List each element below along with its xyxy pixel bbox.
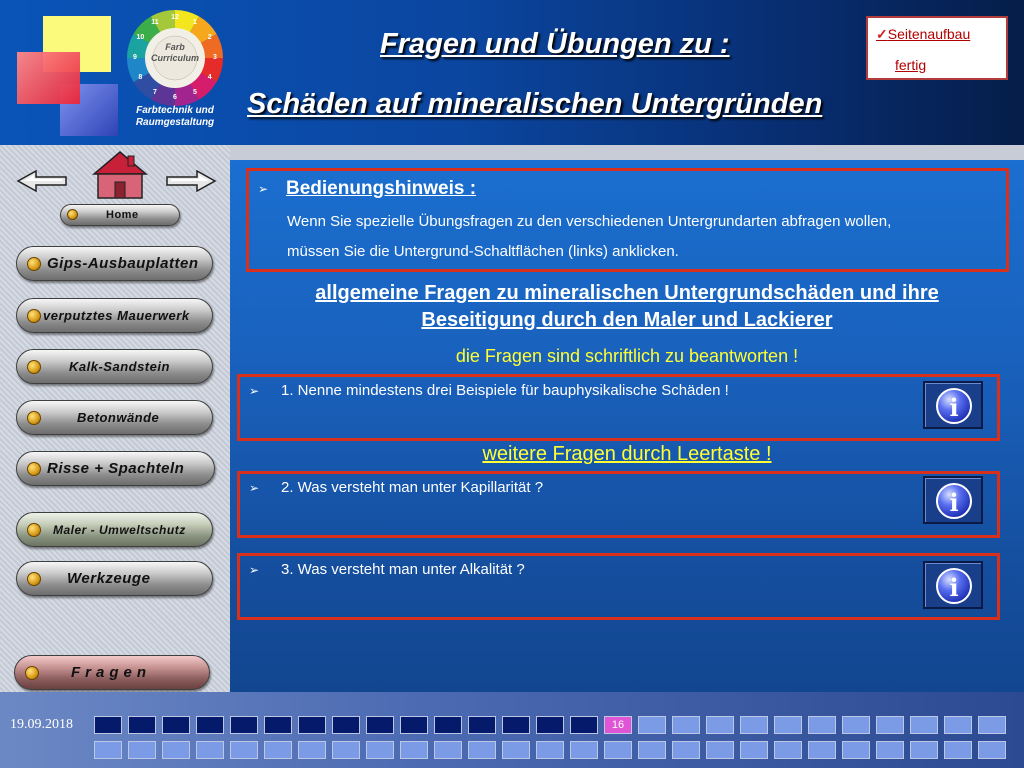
slide-thumb[interactable] [128, 716, 156, 734]
slide-thumb[interactable] [774, 741, 802, 759]
home-house-icon[interactable] [92, 150, 148, 200]
button-bullet-icon [27, 257, 41, 271]
slide-thumb[interactable] [706, 716, 734, 734]
slide-thumb[interactable] [298, 716, 326, 734]
info-icon [936, 388, 972, 424]
logo-center-text [150, 42, 200, 64]
slide-thumb[interactable] [740, 716, 768, 734]
question-bullet-icon: ➢ [249, 563, 260, 577]
slide-thumb[interactable] [978, 716, 1006, 734]
slide-thumb[interactable] [740, 741, 768, 759]
info-icon-letter: i [949, 488, 959, 517]
slide-thumb[interactable] [876, 716, 904, 734]
button-bullet-icon [27, 523, 41, 537]
slide-thumb[interactable] [672, 716, 700, 734]
question-text: 2. Was versteht man unter Kapillarität ? [281, 479, 544, 496]
section-title-line2: Beseitigung durch den Maler und Lackierer [421, 309, 833, 331]
slide-thumb[interactable] [434, 716, 462, 734]
sidebar-item-gips-ausbauplatten[interactable] [16, 246, 213, 281]
sidebar-item-betonwaende[interactable] [16, 400, 213, 435]
slide-thumb[interactable] [128, 741, 156, 759]
sidebar-item-kalk-sandstein[interactable] [16, 349, 213, 384]
home-button-label: Home [106, 209, 139, 221]
info-icon [936, 568, 972, 604]
sidebar-item-label: Betonwände [77, 410, 160, 425]
more-questions-hint: weitere Fragen durch Leertaste ! [482, 443, 772, 465]
status-link-fertig[interactable]: fertig [895, 57, 927, 73]
slide-thumb[interactable] [502, 716, 530, 734]
slide-thumb[interactable] [468, 741, 496, 759]
slide-thumb[interactable] [298, 741, 326, 759]
arrow-left-icon[interactable] [16, 170, 68, 192]
slide-thumb[interactable] [502, 741, 530, 759]
logo-center-line2: Curriculum [150, 53, 199, 63]
section-title-line1: allgemeine Fragen zu mineralischen Untergrundschäden und ihre [315, 282, 939, 304]
info-icon [936, 483, 972, 519]
logo-clock-number: 6 [173, 94, 177, 101]
logo-clock-number: 2 [207, 34, 212, 41]
slide-thumb[interactable] [366, 741, 394, 759]
button-bullet-icon [67, 209, 78, 220]
sidebar-item-label: Werkzeuge [67, 570, 151, 587]
slide-thumb-current[interactable]: 16 [604, 716, 632, 734]
slide-thumb[interactable] [332, 716, 360, 734]
slide-thumb[interactable] [604, 741, 632, 759]
hint-bullet-icon: ➢ [258, 182, 269, 196]
decor-square-red [17, 52, 80, 104]
slide-thumb[interactable] [808, 716, 836, 734]
slide-thumb[interactable] [706, 741, 734, 759]
info-button[interactable] [923, 561, 983, 609]
slide-thumb[interactable] [638, 716, 666, 734]
check-icon: ✓ [876, 26, 888, 42]
slide-thumb[interactable] [944, 716, 972, 734]
slide-thumb[interactable] [162, 716, 190, 734]
sidebar-item-maler-umweltschutz[interactable] [16, 512, 213, 547]
home-button[interactable] [60, 204, 180, 226]
slide-thumb[interactable] [536, 741, 564, 759]
question-text: 1. Nenne mindestens drei Beispiele für bauphysikalische Schäden ! [281, 382, 729, 399]
hint-text-line2: müssen Sie die Untergrund-Schaltflächen (links) anklicken. [287, 243, 679, 260]
logo-clock-number: 3 [213, 54, 217, 61]
sidebar-item-risse-spachteln[interactable] [16, 451, 215, 486]
slide-thumb[interactable] [264, 716, 292, 734]
arrow-right-icon[interactable] [165, 170, 217, 192]
slide-thumb[interactable] [570, 741, 598, 759]
button-bullet-icon [27, 462, 41, 476]
slide-thumb[interactable] [366, 716, 394, 734]
sidebar-item-label: Risse + Spachteln [47, 460, 185, 477]
footer-date: 19.09.2018 [10, 717, 73, 732]
slide-thumb[interactable] [638, 741, 666, 759]
question-bullet-icon: ➢ [249, 384, 260, 398]
slide-thumb[interactable] [978, 741, 1006, 759]
logo-clock-number: 4 [207, 74, 212, 81]
header [0, 0, 1024, 145]
status-link-seitenaufbau[interactable] [876, 26, 970, 43]
slide-thumb[interactable] [910, 741, 938, 759]
status-box [866, 16, 1008, 80]
sidebar-item-label: verputztes Mauerwerk [43, 308, 190, 323]
sidebar-item-verputztes-mauerwerk[interactable] [16, 298, 213, 333]
button-bullet-icon [27, 411, 41, 425]
button-bullet-icon [27, 360, 41, 374]
slide-thumb[interactable] [230, 716, 258, 734]
sidebar-item-label: Maler - Umweltschutz [53, 523, 186, 537]
slide-thumb[interactable] [94, 741, 122, 759]
slide-thumb[interactable] [162, 741, 190, 759]
logo-clock-number: 5 [193, 88, 197, 96]
slide-thumb[interactable] [94, 716, 122, 734]
button-bullet-icon [25, 666, 39, 680]
logo-caption-line2: Raumgestaltung [135, 117, 215, 128]
slide-thumb[interactable] [196, 716, 224, 734]
logo-clock-number: 7 [153, 88, 157, 96]
question-text: 3. Was versteht man unter Alkalität ? [281, 561, 525, 578]
page-title-line1: Fragen und Übungen zu : [380, 28, 730, 60]
slide-thumb[interactable] [842, 716, 870, 734]
sidebar-item-werkzeuge[interactable] [16, 561, 213, 596]
logo-caption [122, 105, 228, 129]
logo-clock-number: 12 [171, 14, 179, 21]
info-button[interactable] [923, 381, 983, 429]
sidebar-item-label: Gips-Ausbauplatten [47, 255, 199, 272]
button-bullet-icon [27, 309, 41, 323]
slide-thumb[interactable] [264, 741, 292, 759]
logo-clock-number: 9 [133, 54, 137, 61]
instruction-text: die Fragen sind schriftlich zu beantworten ! [455, 346, 799, 366]
slide-thumb[interactable] [910, 716, 938, 734]
hint-title: Bedienungshinweis : [286, 178, 477, 199]
logo-clock-number: 8 [138, 74, 143, 81]
page-title-line2: Schäden auf mineralischen Untergründen [247, 88, 823, 120]
sidebar-item-label: Kalk-Sandstein [69, 359, 170, 374]
slide-thumb[interactable] [570, 716, 598, 734]
sidebar-item-label: Fragen [71, 664, 152, 681]
slide-thumb[interactable] [196, 741, 224, 759]
question-bullet-icon: ➢ [249, 481, 260, 495]
logo-caption-line1: Farbtechnik und [136, 105, 214, 116]
slide-thumb[interactable] [230, 741, 258, 759]
slide-thumb[interactable] [434, 741, 462, 759]
slide-thumb[interactable] [876, 741, 904, 759]
slide-thumb[interactable] [774, 716, 802, 734]
info-button[interactable] [923, 476, 983, 524]
logo-center-line1: Farb [165, 42, 185, 52]
slide-thumb[interactable] [944, 741, 972, 759]
button-bullet-icon [27, 572, 41, 586]
slide-thumb[interactable] [536, 716, 564, 734]
slide-thumb[interactable] [672, 741, 700, 759]
hint-text-line1: Wenn Sie spezielle Übungsfragen zu den verschiedenen Untergrundarten abfragen wollen, [287, 213, 892, 230]
logo-clock-number: 1 [193, 19, 197, 27]
slide-thumb[interactable] [808, 741, 836, 759]
slide-thumb[interactable] [842, 741, 870, 759]
slide-thumb[interactable] [400, 741, 428, 759]
slide-thumb[interactable] [332, 741, 360, 759]
info-icon-letter: i [949, 393, 959, 422]
info-icon-letter: i [949, 573, 959, 602]
slide-thumb[interactable] [400, 716, 428, 734]
logo-clock-number: 10 [136, 34, 145, 41]
status-line1: Seitenaufbau [887, 26, 971, 42]
slide-thumb[interactable] [468, 716, 496, 734]
sidebar-item-fragen[interactable] [14, 655, 210, 690]
logo-clock-number: 11 [151, 19, 159, 27]
